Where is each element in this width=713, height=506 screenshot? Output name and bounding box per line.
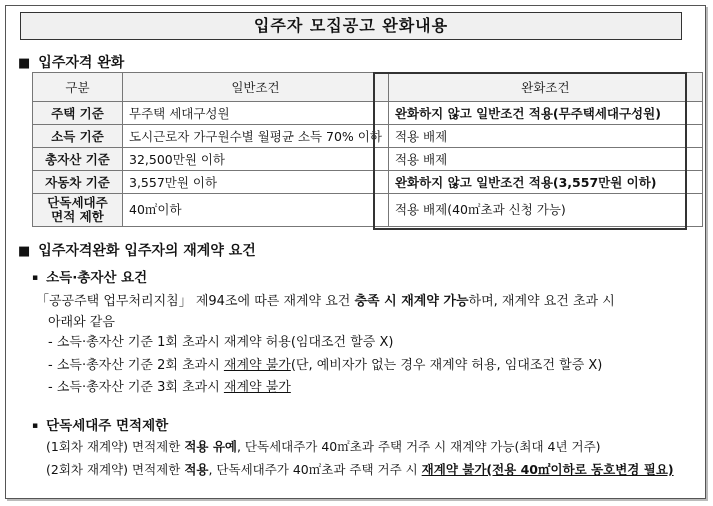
general-cell: 무주택 세대구성원 bbox=[123, 102, 389, 125]
row-label bbox=[33, 194, 123, 227]
emphasis-underlined-text: 재계약 불가(전용 40㎡이하로 동호변경 필요) bbox=[421, 462, 674, 477]
table-row bbox=[33, 148, 703, 171]
small-square-bullet-icon: ▪ bbox=[32, 273, 39, 283]
general-cell: 3,557만원 이하 bbox=[123, 171, 389, 194]
income-paragraph-line2: 아래와 같음 bbox=[48, 315, 115, 330]
row-label: 자동차 기준 bbox=[33, 171, 123, 194]
emphasis-text: 충족 시 재계약 가능 bbox=[354, 294, 469, 309]
subsection-income-assets bbox=[32, 266, 147, 286]
relaxed-cell: 적용 배제(40㎡초과 신청 가능) bbox=[388, 194, 702, 227]
table-row bbox=[33, 125, 703, 148]
list-item bbox=[48, 376, 291, 395]
area-limit-line2 bbox=[46, 460, 674, 478]
page-title: 입주자 모집공고 완화내용 bbox=[20, 12, 682, 40]
table-row bbox=[33, 102, 703, 125]
section-recontract bbox=[18, 240, 256, 260]
table-header-row bbox=[33, 73, 703, 102]
eligibility-table bbox=[32, 72, 703, 227]
header-relaxed: 완화조건 bbox=[388, 73, 702, 102]
area-limit-line1 bbox=[46, 437, 601, 455]
section-eligibility-relaxation bbox=[18, 52, 124, 72]
text: (2회차 재계약) 면적제한 bbox=[46, 462, 185, 477]
underlined-text: 재계약 불가 bbox=[223, 380, 291, 395]
text: , 단독세대주가 40㎡초과 주택 거주 시 재계약 가능(최대 4년 거주) bbox=[236, 439, 601, 454]
relaxed-cell: 적용 배제 bbox=[388, 125, 702, 148]
text: - 소득·총자산 기준 2회 초과시 bbox=[48, 358, 224, 373]
list-item: - 소득·총자산 기준 1회 초과시 재계약 허용(임대조건 할증 X) bbox=[48, 335, 394, 350]
income-paragraph-line1 bbox=[36, 290, 615, 309]
general-cell: 도시근로자 가구원수별 월평균 소득 70% 이하 bbox=[123, 125, 389, 148]
text: (단, 예비자가 없는 경우 재계약 허용, 임대조건 할증 X) bbox=[290, 358, 603, 373]
emphasis-text: 적용 유예 bbox=[184, 439, 237, 454]
subsection-heading: 단독세대주 면적제한 bbox=[46, 418, 169, 434]
text: (1회차 재계약) 면적제한 bbox=[46, 439, 185, 454]
square-bullet-icon: ■ bbox=[18, 244, 31, 259]
relaxed-cell: 완화하지 않고 일반조건 적용(무주택세대구성원) bbox=[388, 102, 702, 125]
list-item bbox=[48, 354, 602, 373]
row-label: 소득 기준 bbox=[33, 125, 123, 148]
header-general: 일반조건 bbox=[123, 73, 389, 102]
general-cell: 32,500만원 이하 bbox=[123, 148, 389, 171]
emphasis-text: 적용 bbox=[184, 462, 209, 477]
small-square-bullet-icon: ▪ bbox=[32, 421, 39, 431]
subsection-heading: 소득·총자산 요건 bbox=[46, 270, 148, 286]
general-cell: 40㎡이하 bbox=[123, 194, 389, 227]
subsection-area-limit bbox=[32, 414, 168, 434]
table-row bbox=[33, 171, 703, 194]
relaxed-cell: 완화하지 않고 일반조건 적용(3,557만원 이하) bbox=[388, 171, 702, 194]
square-bullet-icon: ■ bbox=[18, 56, 31, 71]
text: 「공공주택 업무처리지침」 제94조에 따른 재계약 요건 bbox=[36, 294, 355, 309]
section-heading: 입주자격 완화 bbox=[38, 55, 125, 71]
section-heading: 입주자격완화 입주자의 재계약 요건 bbox=[38, 243, 256, 259]
text: , 단독세대주가 40㎡초과 주택 거주 시 bbox=[208, 462, 422, 477]
table-row bbox=[33, 194, 703, 227]
header-category: 구분 bbox=[33, 73, 123, 102]
underlined-text: 재계약 불가 bbox=[223, 358, 291, 373]
row-label-line2: 면적 제한 bbox=[51, 209, 104, 224]
relaxed-cell: 적용 배제 bbox=[388, 148, 702, 171]
row-label: 총자산 기준 bbox=[33, 148, 123, 171]
text: - 소득·총자산 기준 3회 초과시 bbox=[48, 380, 224, 395]
row-label: 주택 기준 bbox=[33, 102, 123, 125]
text: 하며, 재계약 요건 초과 시 bbox=[468, 294, 615, 309]
row-label-line1: 단독세대주 bbox=[47, 195, 108, 210]
